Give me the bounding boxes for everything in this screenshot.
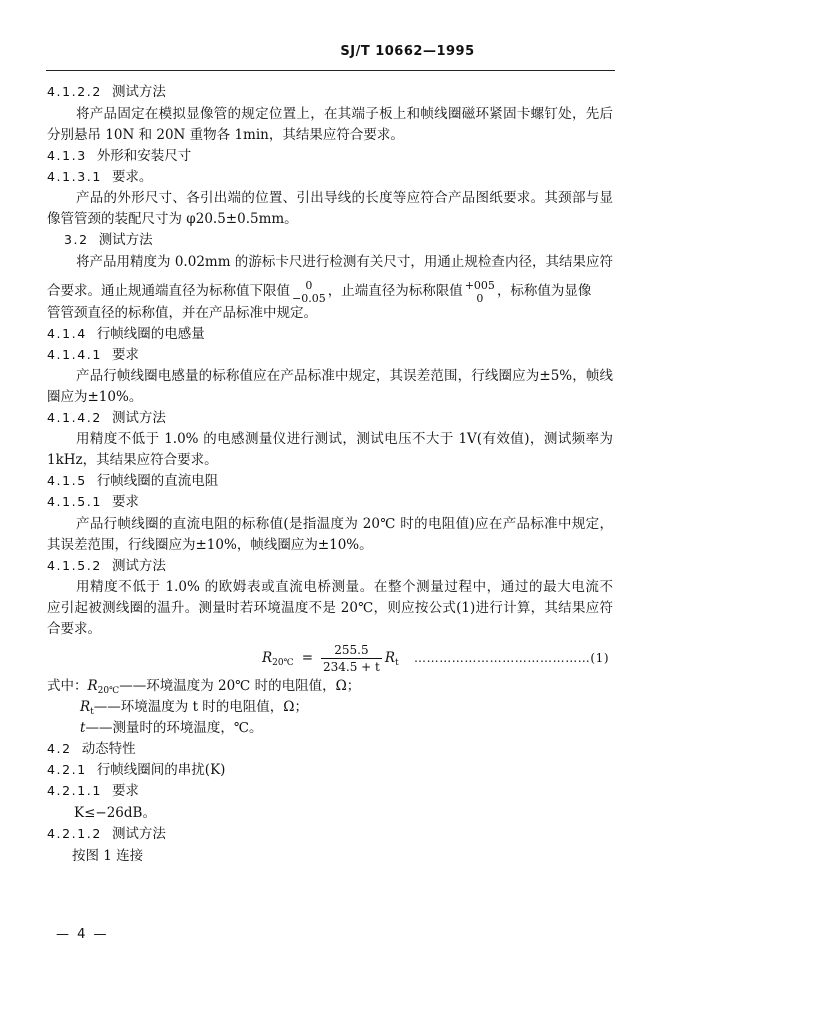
- paragraph-line: 将产品固定在模拟显像管的规定位置上，在其端子板上和帧线圈磁环紧固卡螺钉处，先后: [76, 106, 613, 122]
- variable-subscript: 20℃: [97, 686, 120, 696]
- paragraph-line: 产品行帧线圈电感量的标称值应在产品标准中规定，其误差范围，行线圈应为±5%，帧线: [76, 368, 613, 384]
- where-clause-line: [80, 699, 308, 720]
- section-title: 要求。: [111, 169, 153, 185]
- variable-subscript: t: [90, 707, 94, 717]
- tolerance-upper-value: +005: [464, 278, 495, 292]
- section-number: 4.2.1.1: [47, 783, 102, 798]
- section-number: 4.1.3.1: [47, 169, 102, 184]
- section-title: 要求: [111, 494, 139, 510]
- paragraph-line: 像管管颈的装配尺寸为 φ20.5±0.5mm。: [47, 211, 298, 227]
- section-number: 4.2: [47, 741, 72, 756]
- paragraph-line: 用精度不低于 1.0% 的电感测量仪进行测试，测试电压不大于 1V(有效值)，测试频率为: [76, 431, 613, 447]
- section-number: 4.1.3: [47, 148, 87, 163]
- variable-definition: ——环境温度为 20℃ 时的电阻值，Ω；: [119, 678, 361, 694]
- formula-equals: =: [301, 650, 314, 666]
- section-title: 要求: [111, 783, 139, 799]
- paragraph-line: 管管颈直径的标称值，并在产品标准中规定。: [47, 305, 317, 321]
- paragraph-line: 圈应为±10%。: [47, 389, 143, 405]
- variable: R: [80, 699, 91, 715]
- heading-4-1-4: [47, 326, 205, 342]
- heading-4-1-4-1: [47, 347, 139, 363]
- tolerance-upper-value: 0: [305, 278, 313, 292]
- section-number: 4.1.4: [47, 326, 87, 341]
- paragraph-line: 分别悬吊 10N 和 20N 重物各 1min，其结果应符合要求。: [47, 127, 404, 143]
- requirement-value: K≤−26dB。: [74, 805, 156, 821]
- section-number: 4.2.1: [47, 762, 87, 777]
- formula-rhs-subscript: t: [395, 658, 399, 668]
- section-number: 4.1.2.2: [47, 84, 102, 99]
- heading-4-2-1-1: [47, 783, 139, 799]
- heading-4-1-5-1: [47, 494, 139, 510]
- paragraph-line: 产品的外形尺寸、各引出端的位置、引出导线的长度等应符合产品图纸要求。其颈部与显: [76, 190, 613, 206]
- tolerance-limit: [465, 279, 495, 305]
- paragraph-line-with-tolerances: [47, 276, 591, 306]
- paragraph-line: 应引起被测线圈的温升。测量时若环境温度不是 20℃，则应按公式(1)进行计算，其结果应符: [47, 600, 613, 616]
- variable-definition: ——环境温度为 t 时的电阻值，Ω；: [93, 699, 308, 715]
- paragraph-line: 合要求。: [47, 621, 101, 637]
- formula-denominator: 234.5 + t: [323, 660, 380, 674]
- formula-number-leader: ……………………………………(1): [414, 651, 610, 665]
- where-clause-line: [80, 720, 263, 736]
- variable: t: [80, 720, 86, 736]
- text-segment: 合要求。通止规通端直径为标称值下限值: [47, 283, 290, 299]
- paragraph-line: 用精度不低于 1.0% 的欧姆表或直流电桥测量。在整个测量过程中，通过的最大电流不: [76, 579, 613, 595]
- section-title: 行帧线圈的直流电阻: [96, 473, 219, 489]
- text-segment: ，标称值为显像: [496, 283, 592, 299]
- heading-4-1-5-2: [47, 558, 166, 574]
- section-number: 4.1.5: [47, 473, 87, 488]
- section-title: 外形和安装尺寸: [96, 148, 192, 164]
- text-segment: ，止端直径为标称限值: [327, 283, 463, 299]
- section-title: 行帧线圈的电感量: [96, 326, 205, 342]
- formula-numerator: 255.5: [321, 642, 382, 659]
- formula-fraction: [321, 642, 382, 675]
- heading-4-1-3-1: [47, 169, 152, 185]
- paragraph-line: 其误差范围，行线圈应为±10%，帧线圈应为±10%。: [47, 537, 373, 553]
- heading-4-2: [47, 741, 136, 757]
- heading-4-1-4-2: [47, 410, 166, 426]
- section-number: 4.1.5.1: [47, 494, 102, 509]
- heading-4-1-5: [47, 473, 218, 489]
- section-title: 行帧线圈间的串扰(K): [96, 762, 226, 778]
- heading-4-1-3: [47, 148, 191, 164]
- paragraph-line: 将产品用精度为 0.02mm 的游标卡尺进行检测有关尺寸，用通止规检查内径，其结果应符: [76, 254, 613, 270]
- section-title: 要求: [111, 347, 139, 363]
- heading-4-1-3-2: [64, 232, 153, 248]
- formula-rhs: R: [384, 650, 396, 666]
- formula-lhs-subscript: 20℃: [272, 658, 294, 668]
- tolerance-lower-value: 0: [476, 291, 484, 305]
- tolerance-lower-limit: [292, 279, 326, 305]
- section-title: 测试方法: [111, 84, 166, 100]
- section-number: 4.2.1.2: [47, 826, 102, 841]
- heading-4-1-2-2: [47, 84, 166, 100]
- section-title: 测试方法: [111, 826, 166, 842]
- standard-code-header: SJ/T 10662—1995: [340, 44, 475, 59]
- formula-1: [262, 642, 399, 675]
- paragraph-line: 1kHz，其结果应符合要求。: [47, 452, 218, 468]
- section-number: 4.1.5.2: [47, 558, 102, 573]
- variable: R: [87, 678, 98, 694]
- section-number: 4.1.4.1: [47, 347, 102, 362]
- variable-definition: ——测量时的环境温度，℃。: [85, 720, 263, 736]
- section-title: 测试方法: [111, 410, 166, 426]
- page-number: — 4 —: [56, 927, 109, 942]
- section-number: 4.1.4.2: [47, 410, 102, 425]
- heading-4-2-1: [47, 762, 225, 778]
- heading-4-2-1-2: [47, 826, 166, 842]
- formula-lhs: R: [262, 650, 273, 666]
- header-rule: [46, 70, 615, 71]
- tolerance-lower-value: −0.05: [292, 291, 326, 305]
- section-title: 测试方法: [111, 558, 166, 574]
- where-prefix: 式中：: [47, 678, 88, 694]
- section-title: 测试方法: [98, 232, 153, 248]
- paragraph-line: 产品行帧线圈的直流电阻的标称值(是指温度为 20℃ 时的电阻值)应在产品标准中规定，: [76, 516, 613, 532]
- where-clause-line: [47, 678, 360, 699]
- paragraph-line: 按图 1 连接: [72, 848, 144, 864]
- section-number: 3.2: [64, 232, 89, 247]
- section-title: 动态特性: [81, 741, 136, 757]
